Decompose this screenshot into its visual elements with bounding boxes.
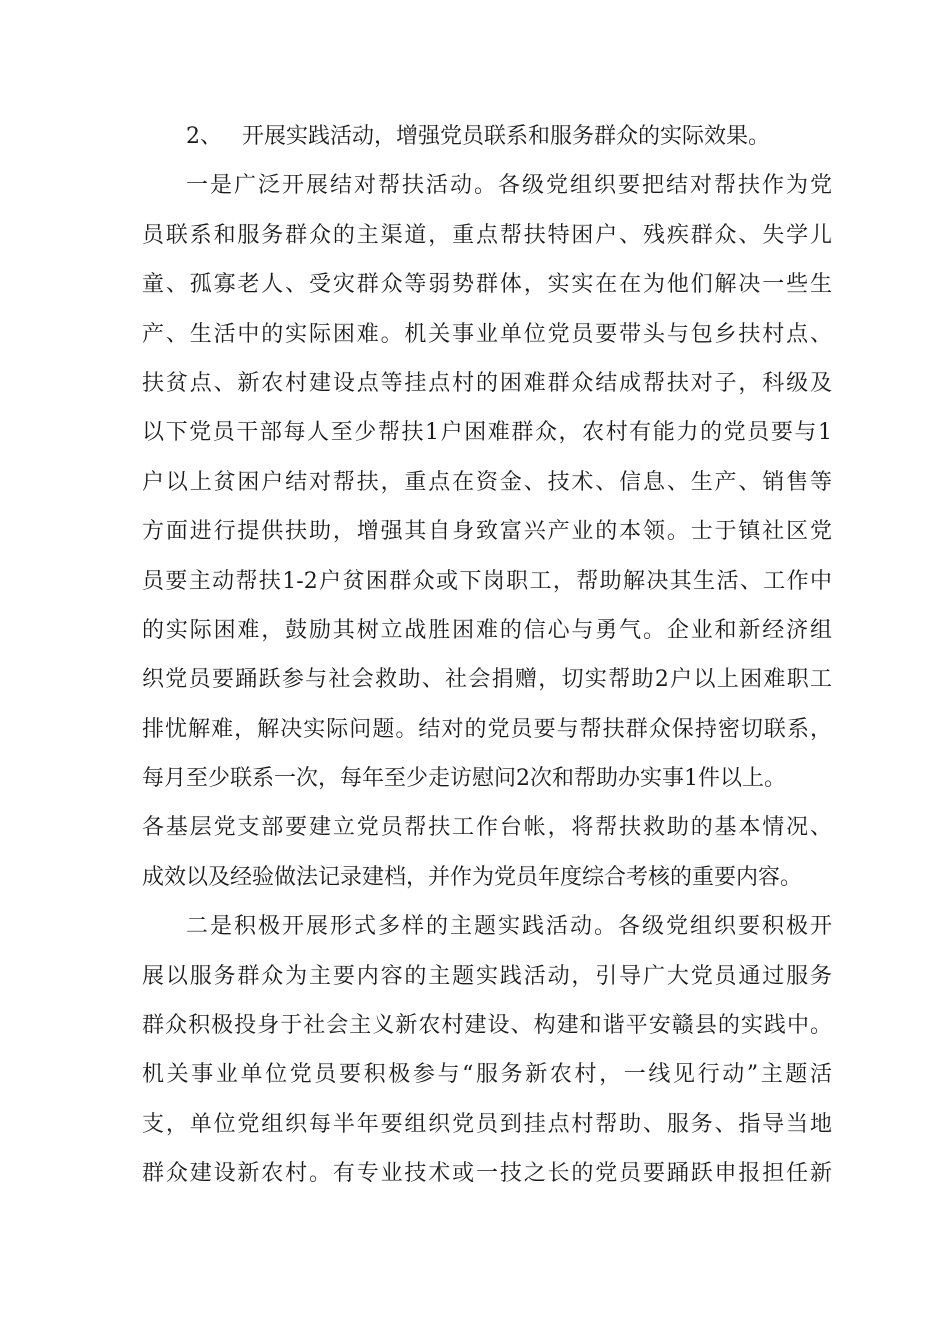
paragraph-line: 扶贫点、新农村建设点等挂点村的困难群众结成帮扶对子，科级及 bbox=[142, 370, 832, 396]
paragraph-line: 童、孤寡老人、受灾群众等弱势群体，实实在在为他们解决一些生 bbox=[142, 272, 832, 298]
paragraph-line: 每月至少联系一次，每年至少走访慰问2次和帮助办实事1件以上。 bbox=[142, 766, 786, 792]
paragraph-line: 支，单位党组织每半年要组织党员到挂点村帮助、服务、指导当地 bbox=[142, 1111, 832, 1137]
paragraph-line: 员要主动帮扶1-2户贫困群众或下岗职工，帮助解决其生活、工作中 bbox=[142, 568, 832, 594]
paragraph-line: 各基层党支部要建立党员帮扶工作台帐，将帮扶救助的基本情况、 bbox=[142, 815, 832, 841]
section-title: 开展实践活动，增强党员联系和服务群众的实际效果。 bbox=[242, 124, 771, 149]
paragraph-line: 展以服务群众为主要内容的主题实践活动，引导广大党员通过服务 bbox=[142, 963, 832, 989]
paragraph-line: 员联系和服务群众的主渠道，重点帮扶特困户、残疾群众、失学儿 bbox=[142, 222, 832, 248]
paragraph-line: 产、生活中的实际困难。机关事业单位党员要带头与包乡扶村点、 bbox=[142, 321, 832, 347]
paragraph-2 bbox=[142, 902, 832, 1198]
paragraph-line: 成效以及经验做法记录建档，并作为党员年度综合考核的重要内容。 bbox=[142, 864, 803, 890]
paragraph-line: 方面进行提供扶助，增强其自身致富兴产业的本领。士于镇社区党 bbox=[142, 519, 832, 545]
section-heading bbox=[142, 112, 832, 161]
paragraph-line: 二是积极开展形式多样的主题实践活动。各级党组织要积极开 bbox=[186, 914, 832, 940]
paragraph-line: 户以上贫困户结对帮扶，重点在资金、技术、信息、生产、销售等 bbox=[142, 469, 832, 495]
paragraph-line: 机关事业单位党员要积极参与“服务新农村，一线见行动”主题活 bbox=[142, 1062, 832, 1088]
paragraph-1 bbox=[142, 161, 832, 902]
paragraph-line: 群众建设新农村。有专业技术或一技之长的党员要踊跃申报担任新 bbox=[142, 1161, 832, 1187]
paragraph-line: 一是广泛开展结对帮扶活动。各级党组织要把结对帮扶作为党 bbox=[186, 173, 832, 199]
paragraph-line: 的实际困难，鼓励其树立战胜困难的信心与勇气。企业和新经济组 bbox=[142, 617, 832, 643]
paragraph-line: 群众积极投身于社会主义新农村建设、构建和谐平安赣县的实践中。 bbox=[142, 1013, 832, 1039]
document-body bbox=[142, 112, 832, 1199]
section-number: 2、 bbox=[186, 124, 222, 149]
paragraph-line: 排忧解难，解决实际问题。结对的党员要与帮扶群众保持密切联系， bbox=[142, 716, 832, 742]
paragraph-line: 以下党员干部每人至少帮扶1户困难群众，农村有能力的党员要与1 bbox=[142, 420, 832, 446]
paragraph-line: 织党员要踊跃参与社会救助、社会捐赠，切实帮助2户以上困难职工 bbox=[142, 667, 832, 693]
